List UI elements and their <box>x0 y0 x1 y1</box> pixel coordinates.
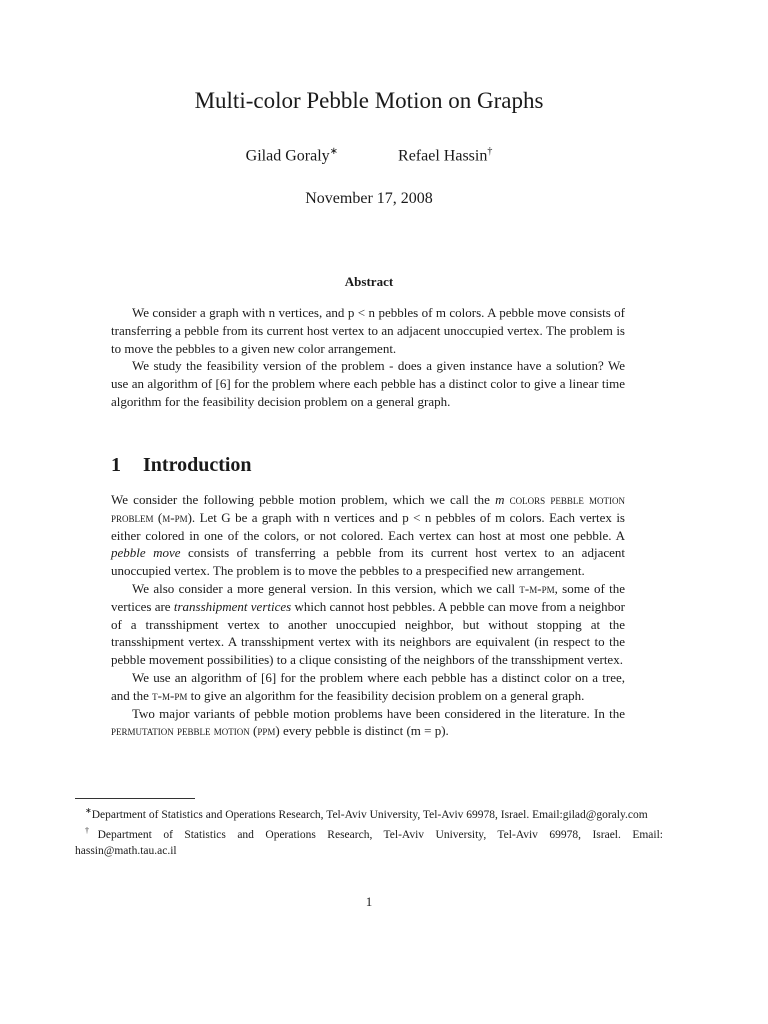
section-number: 1 <box>111 454 121 476</box>
math-m: m <box>495 492 505 507</box>
author-1-name: Gilad Goraly <box>245 147 330 165</box>
body-paragraph-3 <box>111 669 625 705</box>
author-list <box>0 146 738 165</box>
footnote-rule <box>75 798 195 799</box>
author-2-mark: † <box>487 146 493 157</box>
footnote-2-mark: † <box>85 826 98 836</box>
abstract-paragraph-1: We consider a graph with n vertices, and p < n pebbles of m colors. A pebble move consists of transferring a pebble from its current host vertex to an adjacent unoccupied vertex. The problem is to move the pebbles to a given new color arrangement. <box>111 305 625 356</box>
text-run: ) every pebble is distinct (m = p). <box>275 723 449 739</box>
text-run: We also consider a more general version. In this version, which we call <box>132 580 520 596</box>
text-run: to give an algorithm for the feasibility decision problem on a general graph. <box>187 687 585 703</box>
footnotes <box>75 803 663 859</box>
term-small-caps: t-m-pm <box>152 687 188 703</box>
text-run: which cannot host pebbles. A pebble can move from a neighbor of a transshipment vertex to another unoccupied neighbor, but without stopping at the transshipment vertex. A transshipment vertex with its neighbors are equivalent (in respect to the pebble movement possibilities) to a clique consisting of the neighbors of the transshipment vertex. <box>111 598 626 668</box>
section-heading <box>111 454 252 477</box>
text-run: We use an algorithm of [6] for the problem where each pebble has a distinct color on a tree, and the <box>111 669 625 703</box>
section-title: Introduction <box>143 454 252 476</box>
abstract-body <box>111 304 625 411</box>
term-small-caps: t-m-pm <box>519 580 555 596</box>
term-small-caps: permutation pebble motion <box>111 723 250 739</box>
paper-title: Multi-color Pebble Motion on Graphs <box>194 88 544 113</box>
abstract-paragraph-2: We study the feasibility version of the problem - does a given instance have a solution? We use an algorithm of [6] for the problem where each pebble has a distinct color to give a linear time algorithm for the feasibility decision problem on a general graph. <box>111 358 625 409</box>
text-run: Two major variants of pebble motion problems have been considered in the literature. In the <box>132 705 625 721</box>
section-body <box>111 491 625 740</box>
footnote-2-text: Department of Statistics and Operations Research, Tel-Aviv University, Tel-Aviv 69978, Israel. Email: hassin@math.tau.ac.il <box>75 829 663 857</box>
paper-date: November 17, 2008 <box>305 190 433 207</box>
body-paragraph-4 <box>111 705 625 741</box>
footnote-1-text: Department of Statistics and Operations Research, Tel-Aviv University, Tel-Aviv 69978, Israel. Email:gilad@goraly.com <box>91 808 648 821</box>
text-run: consists of transferring a pebble from its current host vertex to an adjacent unoccupied vertex. The problem is to move the pebbles to a prespecified new arrangement. <box>111 545 625 579</box>
text-run: ( <box>153 509 163 525</box>
author-2-name: Refael Hassin <box>398 147 488 165</box>
text-run: ( <box>249 723 258 739</box>
text-run: We consider the following pebble motion problem, which we call the <box>111 492 496 507</box>
footnote-2 <box>75 823 663 859</box>
term-italic: transshipment vertices <box>173 598 292 614</box>
body-paragraph-1 <box>111 491 625 580</box>
term-italic: pebble move <box>111 545 181 561</box>
author-1-mark: ∗ <box>329 146 339 157</box>
footnote-1 <box>75 803 663 823</box>
text-run: ). Let G be a graph with n vertices and p < n pebbles of m colors. Each vertex is either colored in one of the colors, or not colored. Each vertex can host at most one pebble. A <box>111 509 625 543</box>
author-2 <box>398 146 492 165</box>
term-abbreviation: ppm <box>257 723 276 739</box>
author-1 <box>246 146 338 165</box>
abstract-heading: Abstract <box>344 274 394 289</box>
term-small-caps: colors pebble motion problem <box>111 492 625 525</box>
footnote-1-mark: ∗ <box>85 806 92 815</box>
body-paragraph-2 <box>111 580 625 669</box>
text-run: , some of the vertices are <box>111 580 626 614</box>
page-number: 1 <box>365 894 373 909</box>
term-abbreviation: m-pm <box>162 509 188 525</box>
